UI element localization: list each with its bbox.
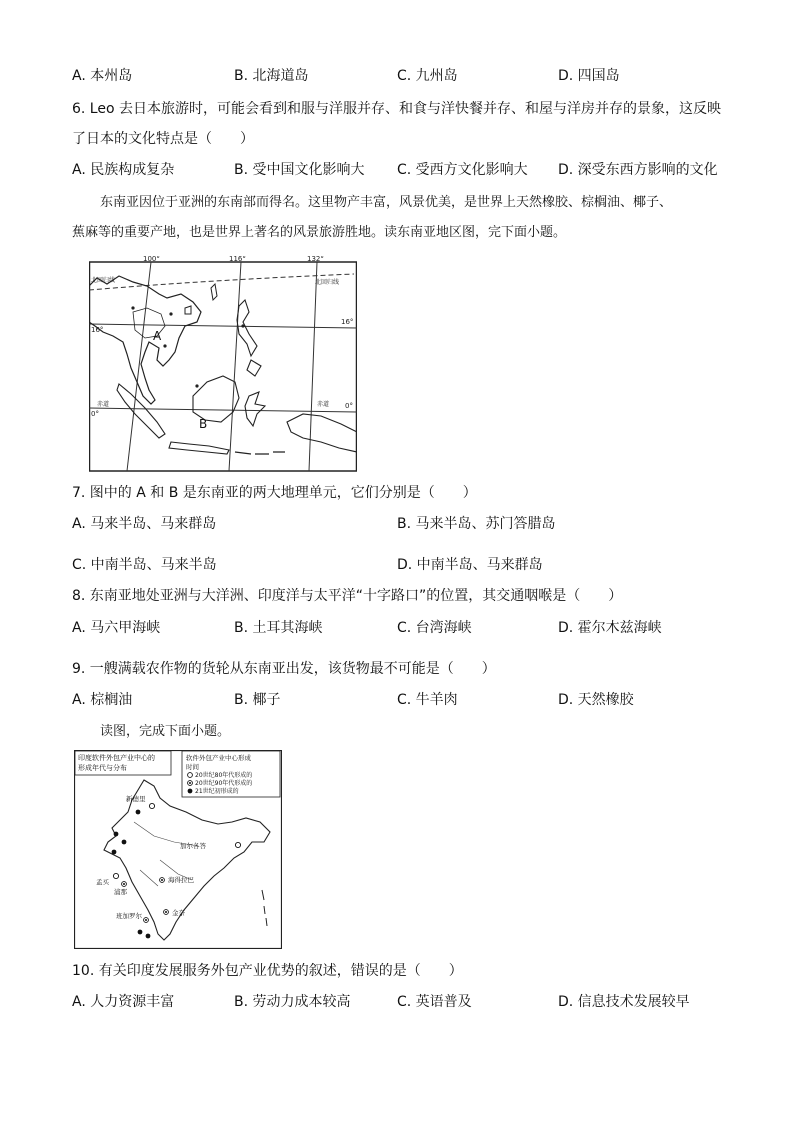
q7-stem: 7. 图中的 A 和 B 是东南亚的两大地理单元，它们分别是（ ） [72,485,477,501]
region-b-label: B [199,417,208,431]
city-marker-3 [112,850,117,855]
equator-right-label: 赤道 [317,401,330,408]
chennai-marker [165,911,167,913]
q6-option-b: B. 受中国文化影响大 [234,162,365,178]
q7-option-b: B. 马来半岛、苏门答腊岛 [397,516,556,532]
q6-stem-line1: 6. Leo 去日本旅游时，可能会看到和服与洋服并存、和食与洋快餐并存、和屋与洋房并存的景象，这反映 [72,101,721,117]
tropic-left-label: 北回归线 [91,277,116,284]
q10-stem: 10. 有关印度发展服务外包产业优势的叙述，错误的是（ ） [72,963,463,979]
map2-title-line2: 形成年代与分布 [78,764,127,772]
region-a-label: A [153,329,162,343]
q9-stem: 9. 一艘满载农作物的货轮从东南亚出发，该货物最不可能是（ ） [72,661,496,677]
lat-16-right-label: 16° [341,318,354,326]
city-bangalore-label: 班加罗尔 [116,912,142,920]
lon-100-label: 100° [143,256,160,263]
lon-116-label: 116° [229,256,246,263]
q8-option-b: B. 土耳其海峡 [234,620,323,636]
q5-option-a: A. 本州岛 [72,68,133,84]
city-chennai-label: 金奈 [172,909,185,917]
q7-option-c: C. 中南半岛、马来半岛 [72,557,217,573]
q6-option-a: A. 民族构成复杂 [72,162,175,178]
legend-1990-label: 20世纪90年代形成的 [195,780,253,787]
q8-stem: 8. 东南亚地处亚洲与大洋洲、印度洋与太平洋“十字路口”的位置，其交通咽喉是（ ） [72,588,623,604]
lat-0-right-label: 0° [345,402,353,410]
hyderabad-marker [161,879,163,881]
q9-option-d: D. 天然橡胶 [558,692,634,708]
q10-option-b: B. 劳动力成本较高 [234,994,351,1010]
q7-option-d: D. 中南半岛、马来群岛 [397,557,543,573]
india-intro: 读图，完成下面小题。 [100,724,231,739]
city-mumbai-label: 孟买 [96,878,109,886]
q9-option-b: B. 椰子 [234,692,281,708]
delhi-marker [149,803,154,808]
city-delhi-label: 新德里 [126,795,146,803]
q9-option-c: C. 牛羊肉 [397,692,458,708]
q10-option-d: D. 信息技术发展较早 [558,994,690,1010]
city-marker-2 [122,840,127,845]
tropic-right-label: 北回归线 [315,279,340,286]
lon-132-label: 132° [307,256,324,263]
legend-1980-marker [188,773,193,778]
legend-2000-label: 21世纪初形成的 [195,788,239,795]
city-kolkata-label: 加尔各答 [180,842,206,850]
city-hyderabad-label: 海得拉巴 [168,876,194,884]
city-marker-4 [138,930,143,935]
southeast-asia-map [89,256,357,472]
q8-option-d: D. 霍尔木兹海峡 [558,620,662,636]
sea-intro-line1: 东南亚因位于亚洲的东南部而得名。这里物产丰富，风景优美，是世界上天然橡胶、棕榈油、椰子、 [100,195,673,210]
lat-16-left-label: 16° [91,326,104,334]
city-marker-5 [146,934,151,939]
q10-option-a: A. 人力资源丰富 [72,994,175,1010]
legend-title-line2: 时间 [186,763,199,771]
map2-title-line1: 印度软件外包产业中心的 [78,754,155,762]
legend-1980-label: 20世纪80年代形成的 [195,772,253,779]
q5-option-d: D. 四国岛 [558,68,620,84]
q9-option-a: A. 棕榈油 [72,692,133,708]
india-outsourcing-map [74,750,282,949]
city-marker-1 [114,832,119,837]
lat-0-left-label: 0° [91,410,99,418]
q5-option-c: C. 九州岛 [397,68,458,84]
sea-intro-line2: 蕉麻等的重要产地，也是世界上著名的风景旅游胜地。读东南亚地区图，完下面小题。 [72,225,567,240]
q10-option-c: C. 英语普及 [397,994,472,1010]
city-pune-label: 浦那 [114,888,127,896]
q5-option-b: B. 北海道岛 [234,68,309,84]
bangalore-marker [145,919,147,921]
q6-option-d: D. 深受东西方影响的文化 [558,162,718,178]
mumbai-marker [113,873,118,878]
legend-1990-marker [189,782,191,784]
equator-left-label: 赤道 [97,401,110,408]
q7-option-a: A. 马来半岛、马来群岛 [72,516,217,532]
delhi-area-marker [136,810,141,815]
kolkata-marker [235,842,240,847]
q6-option-c: C. 受西方文化影响大 [397,162,528,178]
q8-option-c: C. 台湾海峡 [397,620,472,636]
q6-stem-line2: 了日本的文化特点是（ ） [72,131,254,147]
legend-title-line1: 软件外包产业中心形成 [186,754,251,762]
q8-option-a: A. 马六甲海峡 [72,620,161,636]
pune-marker [123,883,125,885]
legend-2000-marker [188,789,193,794]
